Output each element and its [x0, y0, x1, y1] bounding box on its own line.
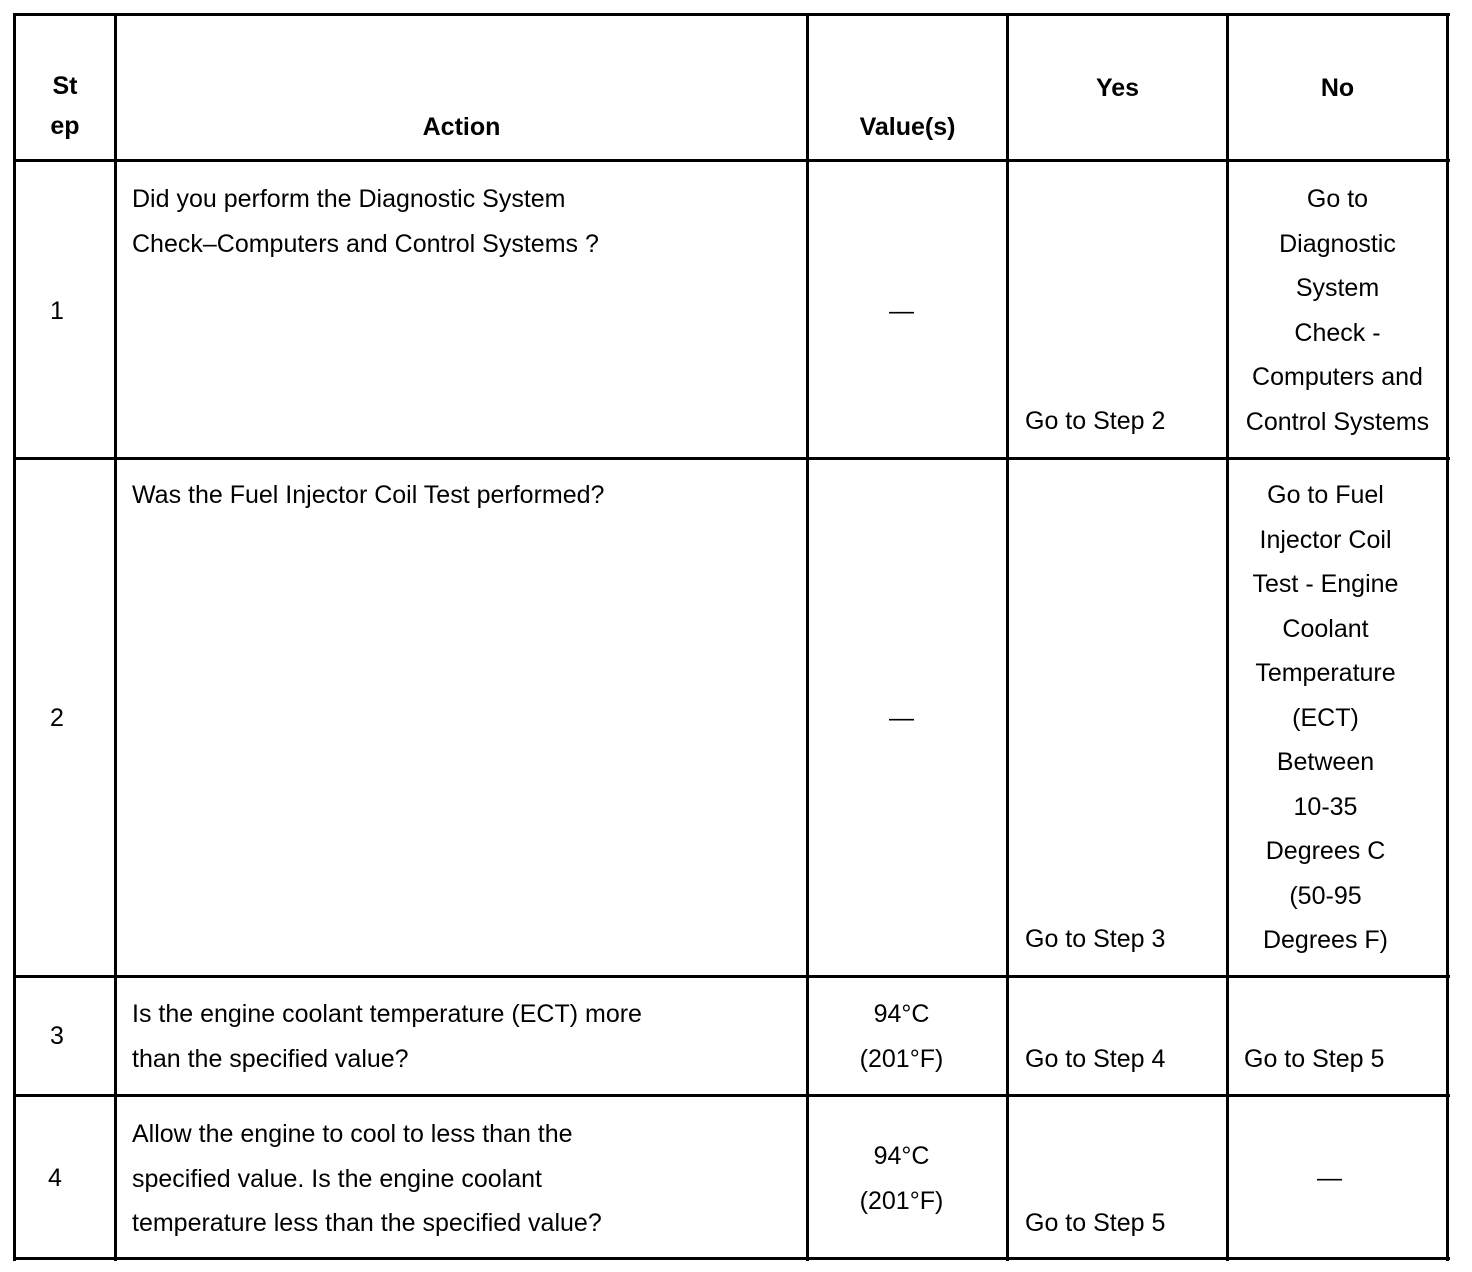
row-no: Go to Fuel Injector Coil Test - Engine Coolant Temperature (ECT) Between 10-35 Degrees C (50-95 Degrees F) — [1252, 481, 1399, 954]
row-divider-3 — [13, 1094, 1450, 1097]
row-value: 94°C (201°F) — [859, 1000, 944, 1073]
row-yes: Go to Step 5 — [1025, 1209, 1166, 1237]
row-action: Is the engine coolant temperature (ECT) more than the specified value? — [132, 1000, 642, 1073]
row-yes: Go to Step 4 — [1025, 1045, 1166, 1073]
row-divider-2 — [13, 975, 1450, 978]
row-divider-1 — [13, 457, 1450, 460]
row-step: 2 — [50, 704, 64, 732]
row-step: 4 — [48, 1164, 62, 1192]
row-value: — — [889, 297, 914, 325]
row-yes: Go to Step 3 — [1025, 925, 1166, 953]
header-divider — [13, 159, 1450, 162]
row-step: 3 — [50, 1022, 64, 1050]
table-border-right — [1446, 13, 1449, 1261]
row-yes: Go to Step 2 — [1025, 407, 1166, 435]
header-yes: Yes — [1095, 74, 1140, 102]
row-value: — — [889, 704, 914, 732]
row-no: — — [1317, 1164, 1342, 1192]
row-action: Allow the engine to cool to less than the specified value. Is the engine coolant temperature less than the specified value? — [132, 1120, 602, 1237]
header-step: St ep — [50, 72, 80, 140]
header-values: Value(s) — [859, 113, 956, 141]
table-border-top — [13, 13, 1450, 16]
col-divider-step — [114, 13, 117, 1261]
col-divider-value — [1006, 13, 1009, 1261]
row-no: Go to Step 5 — [1244, 1045, 1385, 1073]
table-border-left — [13, 13, 16, 1261]
row-value: 94°C (201°F) — [859, 1142, 944, 1215]
row-action: Was the Fuel Injector Coil Test performed? — [132, 481, 605, 509]
header-action: Action — [422, 113, 501, 141]
row-no: Go to Diagnostic System Check - Computers and Control Systems — [1245, 185, 1430, 436]
row-step: 1 — [50, 297, 64, 325]
table-border-bottom — [13, 1257, 1450, 1260]
row-action: Did you perform the Diagnostic System Check–Computers and Control Systems ? — [132, 185, 599, 258]
header-no: No — [1320, 74, 1355, 102]
